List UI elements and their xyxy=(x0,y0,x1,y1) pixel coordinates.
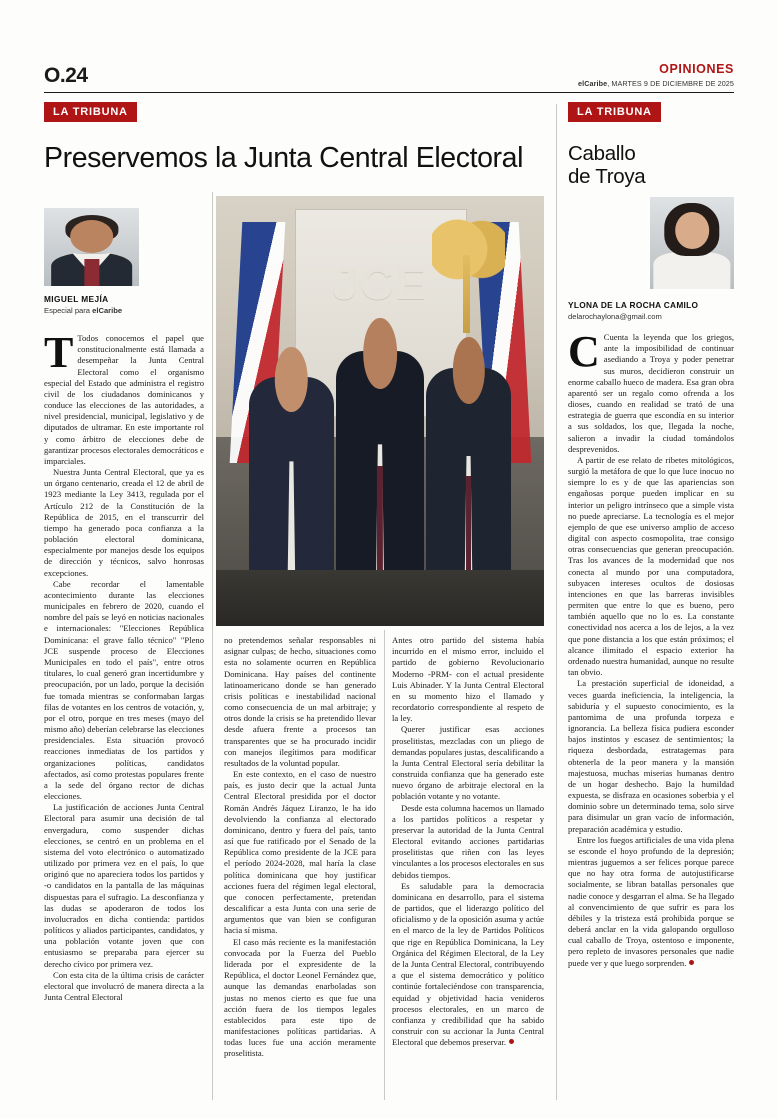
issue-line xyxy=(578,79,734,88)
masthead-right xyxy=(578,62,734,88)
main-column-3 xyxy=(392,635,544,1048)
drop-cap: C xyxy=(568,327,600,376)
paragraph xyxy=(392,881,544,1049)
side-author-block xyxy=(568,300,738,321)
paragraph: Querer justificar esas acciones proselitistas, mezcladas con un pliego de demandas populares justas, descalificando a la Junta Central Electoral sería debilitar la construida confianza que ha generado este nuevo órgano de arbitraje electoral en la población votante y no votante. xyxy=(392,724,544,802)
paragraph-text: Entre los fuegos artificiales de una vida plena se esconde el hoyo profundo de la depresión; mientras juguemos a ser felices porque parece que no hay otra forma de autojustificarse socialmente, se libran batallas personales que nadie conoce y desgarran el alma. Se ha llegado al convencimiento de que sufrir es para los débiles y la tristeza está prohibida porque se deberá anclar en la vida galopando orgulloso cual caballo de Troya, ostentoso e imponente, pero repleto de invasores personales que nadie puede ver y que luego sorprenden. xyxy=(568,834,734,968)
main-headline: Preservemos la Junta Central Electoral xyxy=(44,142,524,174)
paragraph: Desde esta columna hacemos un llamado a los partidos políticos a respetar y preservar la autoridad de la Junta Central Electoral evitando acciones partidarias proselitistas que riñen con las leyes vinculantes a los procesos electorales en sus debidos tiempos. xyxy=(392,802,544,880)
author-role-prefix: Especial para xyxy=(44,306,93,315)
main-kicker-badge: LA TRIBUNA xyxy=(44,102,137,122)
drop-cap: T xyxy=(44,328,74,377)
main-column-1 xyxy=(44,328,204,1003)
paragraph xyxy=(44,328,204,467)
paragraph xyxy=(568,835,734,969)
paper-brand: elCaribe xyxy=(578,79,608,88)
author-portrait-icon xyxy=(44,208,139,286)
paragraph: Antes otro partido del sistema había incurrido en el mismo error, incluido el partido de gobierno Revolucionario Moderno -PRM- con el actual presidente Luis Abinader. Y la Junta Central Electoral en su momento hizo el llamado y recordatorio correspondiente al respeto de la ley. xyxy=(392,635,544,724)
main-article-header xyxy=(44,102,544,175)
paragraph: La prestación superficial de idoneidad, a veces guarda ineficiencia, la inteligencia, la sabiduría y el supuesto conocimiento, es la pantomima de una profunda torpeza e ignorancia. La belleza física pudiera esconder bajos instintos y escasez de sentimientos; la riqueza desbordada, estratagemas para obtenerla de la peor manera y la mansión majestuosa, muchas miserias humanas dentro de un hogar deshecho. Bajo la humildad expuesta, se disfraza en ocasiones soberbia y el dominio sobre un determinado tema, solo sirve para disimular un gran vacío de información, preparación académica y estudio. xyxy=(568,678,734,834)
lead-photo xyxy=(216,196,544,626)
paragraph: La justificación de acciones Junta Central Electoral para asumir una decisión de tal envergadura, como suspender dichas elecciones, se centró en un problema en el sistema del voto electrónico o automatizado utilizado por primera vez en el país, lo que originó que no apareciera todos los partidos y -o candidatos en la pantalla de las máquinas dispuestas para el sufragio. La desconfianza y las dudas se apoderaron de todos los involucrados en dicha contienda: partidos políticos y aliados participantes, candidatos, y una población votante joven que con entusiasmo se preparaba para ejercer su derecho cívico por primera vez. xyxy=(44,802,204,969)
paragraph: El caso más reciente es la manifestación convocada por la Fuerza del Pueblo liderada por el expresidente de la República, el doctor Leonel Fernández que, aunque las demandas enarboladas son justas no menos cierto es que fue una acción fuera de los tiempos legales establecidos para este tipo de manifestaciones políticas partidarias. A todas luces fue una acción meramente proselitista. xyxy=(224,936,376,1059)
end-mark-icon xyxy=(689,960,694,965)
paragraph-text: Todos conocemos el papel que constitucionalmente está llamada a desempeñar la Junta Central Electoral como el organismo especial del Estado que administra el registro civil de los ciudadanos dominicanos y conduce las elecciones de las autoridades, a nivel presidencial, municipal, legislativo y de diputados de ultramar. En este importante rol y como árbitro de elecciones debe de garantizar procesos electorales democráticos e imparciales. xyxy=(44,333,204,466)
main-column-2 xyxy=(224,635,376,1060)
paragraph: En este contexto, en el caso de nuestro país, es justo decir que la actual Junta Central Electoral presidida por el doctor Román Andrés Jáquez Liranzo, le ha ido devolviendo la confianza al electorado dominicano, dentro y fuera del país, tanto así que fue ratificado por el Senado de la República como presidente de la JCE para el período 2024-2028, mal haría la clase política dominicana que hoy justificar acciones fuera del régimen legal electoral, que conocen perfectamente, pretendan descalificar a esta Junta con una serie de argumentos que van bien se configuran hacia sí misma. xyxy=(224,769,376,936)
main-author-name: MIGUEL MEJÍA xyxy=(44,294,109,304)
paragraph-text: Es saludable para la democracia dominicana en desarrollo, para el sistema de partidos, que el liderazgo político del oficialismo y de la oposición asuma y actúe en el marco de la ley de Partidos Políticos que rige en República Dominicana, la Ley Orgánica del Régimen Electoral, de la Ley de la Junta Central Electoral, contribuyendo a que el sistema democrático y político continúe fortaleciéndose con transparencia, equidad y objetividad hacia venideros procesos electorales, en un marco de confianza y credibilidad que ha sabido construir con su accionar la Junta Central Electoral que debemos preservar. xyxy=(392,880,544,1048)
side-headline-line2: de Troya xyxy=(568,165,646,189)
side-article-header xyxy=(568,102,734,189)
paragraph-text: Cuenta la leyenda que los griegos, ante la imposibilidad de continuar asediando a Troya y poder penetrar sus muros, decidieron construir un enorme caballo hueco de madera. Esa gran obra aparentó ser un regalo como ofrenda a los dioses, cuando en realidad se trató de una estrategia de guerra que escondía en su interior a sus soldados, los que, llegada la noche, salieron a invadir la ciudad tomándolos desprevenidos. xyxy=(568,332,734,454)
page-folio: O.24 xyxy=(44,64,88,87)
side-column xyxy=(568,327,734,969)
paragraph: Cabe recordar el lamentable acontecimiento durante las elecciones municipales en febrero de 2020, cuando el nombre del país se leyó en noticias nacionales e internacionales: "Elecciones República Dominicana: el grave fallo técnico" "Pleno JCE suspende proceso de Elecciones Municipales en todo el país", entre otros titulares, lo cual generó gran incertidumbre y preocupación, por un lado, porque la decisión fue tomada mientras se conformaban largas filas de votantes en los centros de votación, y, por el otro, porque en tres meses (mayo del mismo año) deberían celebrarse las elecciones presidenciales. Esta situación provocó reacciones inmediatas de los partidos y organizaciones políticas, candidatos afectados, así como protestas populares frente a la sede del órgano rector de dichas elecciones. xyxy=(44,578,204,802)
author-role-brand: elCaribe xyxy=(92,306,123,315)
side-author-email[interactable]: delarochaylona@gmail.com xyxy=(568,312,662,321)
main-author-role xyxy=(44,306,194,315)
side-headline-line1: Caballo xyxy=(568,142,636,165)
paragraph: no pretendemos señalar responsables ni asignar culpas; de hecho, situaciones como esta no solamente ocurren en República Dominicana. Hay países del continente latinoamericano donde se han generado crisis políticas e inestabilidad nacional como consecuencia de un mal arbitraje; y otros donde la crisis se ha pretendido llevar desde afuera frente a procesos tan transparentes que se ha procurado incidir con manejos ilegítimos para modificar resultados de la voluntad popular. xyxy=(224,635,376,768)
paragraph: A partir de ese relato de ribetes mitológicos, surgió la metáfora de que lo que luce inocuo no siempre lo es y de que las apariencias son engañosas porque pueden implicar en su interior un peligro intrínseco que a simple vista no puede apreciarse. La tecnología es el mejor ejemplo de que ese universo amplio de acceso digital con aspecto cosmopolita, trae consigo otras consecuencias que generan preocupación. Tras los avances de la modernidad que nos conecta al mundo por una computadora, subyacen intereses ocultos de dosiosas intenciones en que las barreras invisibles permiten que entre lo que es bueno, pero también aquello que no lo es. La constante conectividad nos acerca a los de lejos, a la vez que pone distancia a los que están próximos; el alcance ilimitado el espacio exterior ha ordenado nuestra humanidad, aunque no resulte tan obvio. xyxy=(568,454,734,678)
masthead-rule xyxy=(44,92,734,93)
side-headline xyxy=(568,142,734,189)
column-divider-2 xyxy=(384,630,385,1100)
section-title: OPINIONES xyxy=(659,62,734,76)
column-divider-1 xyxy=(212,192,213,1100)
side-kicker-badge: LA TRIBUNA xyxy=(568,102,661,122)
paragraph: Con esta cita de la última crisis de carácter electoral que involucró de manera directa a la Junta Central Electoral xyxy=(44,969,204,1003)
issue-date: , MARTES 9 DE DICIEMBRE DE 2025 xyxy=(607,79,734,88)
side-author-name: YLONA DE LA ROCHA CAMILO xyxy=(568,300,699,310)
paragraph xyxy=(568,327,734,455)
end-mark-icon xyxy=(509,1039,514,1044)
side-author-portrait-icon xyxy=(650,197,734,289)
masthead xyxy=(44,62,734,88)
column-divider-3 xyxy=(556,104,557,1100)
main-author-block xyxy=(44,208,194,315)
paragraph: Nuestra Junta Central Electoral, que ya es un órgano centenario, creada el 12 de abril de 1923 mediante la Ley 3413, regulada por el Artículo 212 de la Constitución de la República de 2015, en el transcurrir del tiempo ha generado poca confianza a la población electoral dominicana, especialmente por manejos desde los equipos de dirección y técnicos, salvo honrosas excepciones. xyxy=(44,467,204,578)
jce-logo-text: JCE xyxy=(332,257,428,310)
